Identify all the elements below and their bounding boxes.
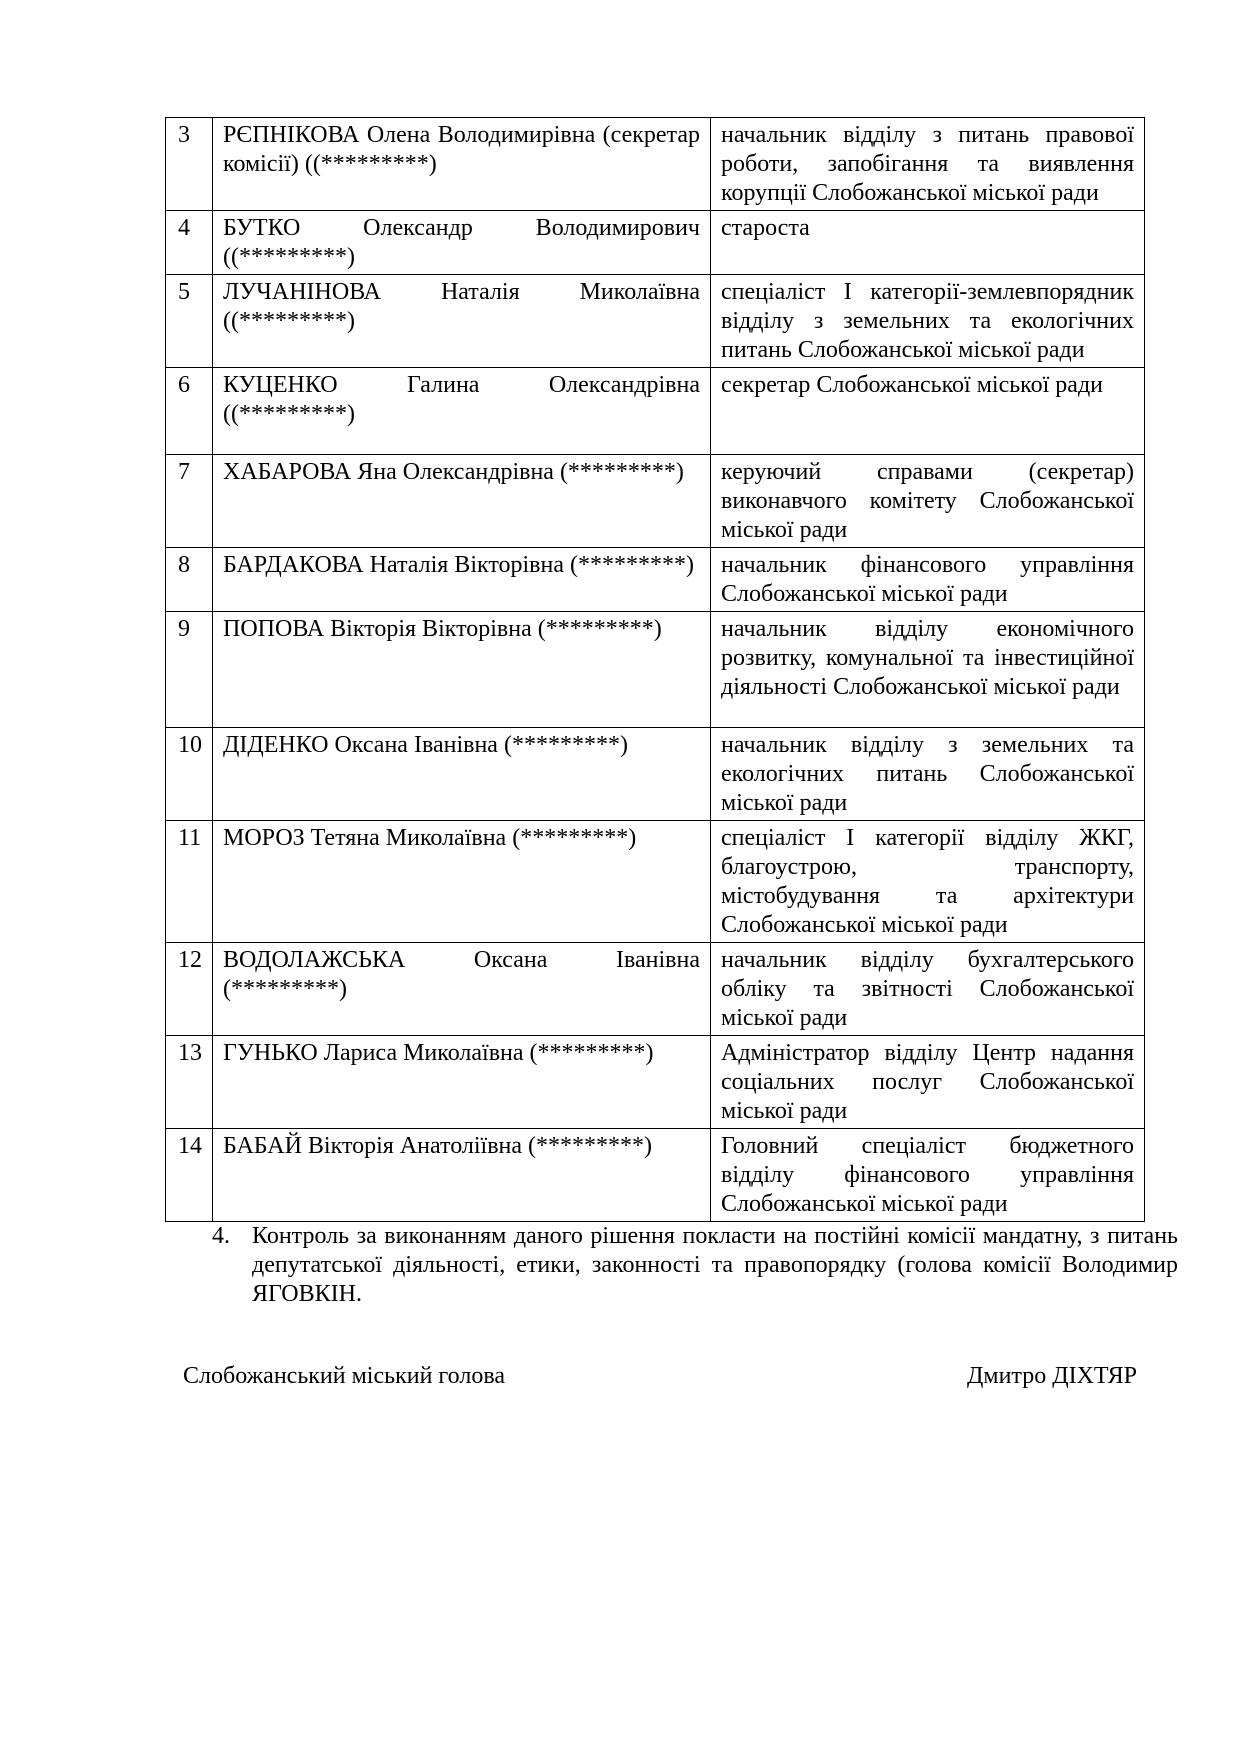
table-row bbox=[166, 455, 1145, 548]
member-name: ДІДЕНКО Оксана Іванівна (*********) bbox=[213, 728, 711, 821]
member-position: спеціаліст І категорії відділу ЖКГ, благоустрою, транспорту, містобудування та архітектури Слобожанської міської ради bbox=[711, 821, 1145, 943]
member-position: секретар Слобожанської міської ради bbox=[711, 368, 1145, 455]
row-number: 11 bbox=[166, 821, 213, 943]
member-position: начальник відділу економічного розвитку, комунальної та інвестиційної діяльності Слобожанської міської ради bbox=[711, 612, 1145, 728]
row-number: 14 bbox=[166, 1129, 213, 1222]
member-name: РЄПНІКОВА Олена Володимирівна (секретар комісії) ((*********) bbox=[213, 118, 711, 211]
member-position: начальник відділу з земельних та екологічних питань Слобожанської міської ради bbox=[711, 728, 1145, 821]
table-row bbox=[166, 821, 1145, 943]
member-name: КУЦЕНКО Галина Олександрівна ((*********) bbox=[213, 368, 711, 455]
member-name: ВОДОЛАЖСЬКА Оксана Іванівна (*********) bbox=[213, 943, 711, 1036]
member-position: начальник фінансового управління Слобожанської міської ради bbox=[711, 548, 1145, 612]
member-position: начальник відділу бухгалтерського обліку та звітності Слобожанської міської ради bbox=[711, 943, 1145, 1036]
member-name: БАРДАКОВА Наталія Вікторівна (*********) bbox=[213, 548, 711, 612]
member-name: ПОПОВА Вікторія Вікторівна (*********) bbox=[213, 612, 711, 728]
member-name: ГУНЬКО Лариса Миколаївна (*********) bbox=[213, 1036, 711, 1129]
member-name: МОРОЗ Тетяна Миколаївна (*********) bbox=[213, 821, 711, 943]
member-name: БУТКО Олександр Володимирович ((*********) bbox=[213, 211, 711, 275]
row-number: 3 bbox=[166, 118, 213, 211]
table-row bbox=[166, 728, 1145, 821]
row-number: 13 bbox=[166, 1036, 213, 1129]
table-row bbox=[166, 612, 1145, 728]
member-position: спеціаліст І категорії-землевпорядник відділу з земельних та екологічних питань Слобожанської міської ради bbox=[711, 275, 1145, 368]
member-position: керуючий справами (секретар) виконавчого комітету Слобожанської міської ради bbox=[711, 455, 1145, 548]
member-name: ХАБАРОВА Яна Олександрівна (*********) bbox=[213, 455, 711, 548]
table-row bbox=[166, 275, 1145, 368]
member-position: староста bbox=[711, 211, 1145, 275]
row-number: 10 bbox=[166, 728, 213, 821]
member-position: начальник відділу з питань правової роботи, запобігання та виявлення корупції Слобожанської міської ради bbox=[711, 118, 1145, 211]
item-text: Контроль за виконанням даного рішення покласти на постійні комісії мандатну, з питань депутатської діяльності, етики, законності та правопорядку (голова комісії Володимир ЯГОВКІН. bbox=[252, 1223, 1178, 1307]
row-number: 7 bbox=[166, 455, 213, 548]
signatory-name: Дмитро ДІХТЯР bbox=[967, 1363, 1137, 1389]
item-number: 4. bbox=[212, 1223, 230, 1249]
table-row bbox=[166, 211, 1145, 275]
decision-item-4 bbox=[212, 1222, 1178, 1309]
table-row bbox=[166, 118, 1145, 211]
row-number: 5 bbox=[166, 275, 213, 368]
table-row bbox=[166, 1129, 1145, 1222]
table-row bbox=[166, 943, 1145, 1036]
member-position: Головний спеціаліст бюджетного відділу фінансового управління Слобожанської міської ради bbox=[711, 1129, 1145, 1222]
row-number: 8 bbox=[166, 548, 213, 612]
row-number: 9 bbox=[166, 612, 213, 728]
member-position: Адміністратор відділу Центр надання соціальних послуг Слобожанської міської ради bbox=[711, 1036, 1145, 1129]
table-row bbox=[166, 548, 1145, 612]
row-number: 12 bbox=[166, 943, 213, 1036]
row-number: 4 bbox=[166, 211, 213, 275]
member-name: БАБАЙ Вікторія Анатоліївна (*********) bbox=[213, 1129, 711, 1222]
signatory-title: Слобожанський міський голова bbox=[183, 1363, 505, 1389]
table-row bbox=[166, 368, 1145, 455]
commission-members-table bbox=[165, 117, 1145, 1222]
member-name: ЛУЧАНІНОВА Наталія Миколаївна ((*********) bbox=[213, 275, 711, 368]
table-row bbox=[166, 1036, 1145, 1129]
row-number: 6 bbox=[166, 368, 213, 455]
